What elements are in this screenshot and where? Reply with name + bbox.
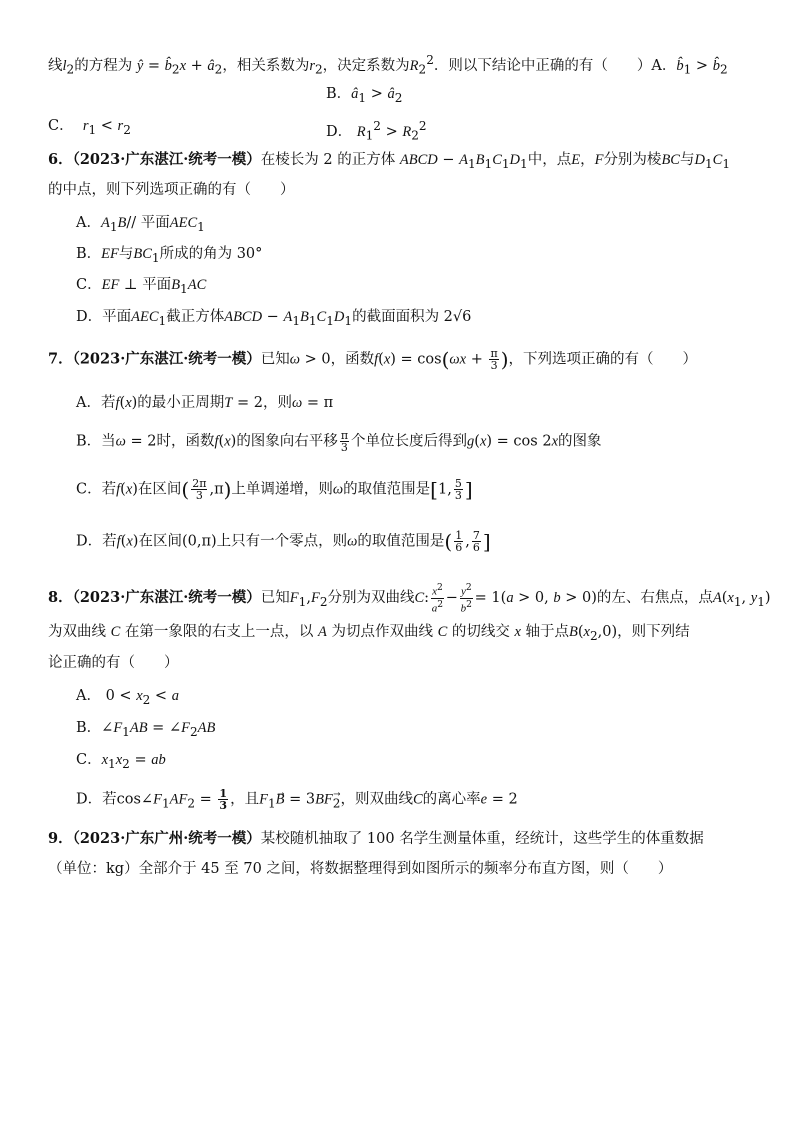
q7-option-a[interactable]: A．若f(x)的最小正周期T = 2，则ω = π — [76, 395, 334, 411]
q9-stem-line2: （单位：kg）全部介于 45 至 70 之间，将数据整理得到如图所示的频率分布直方图，则（ ） — [48, 861, 673, 877]
q6-stem: 6．（2023·广东湛江·统考一模）在棱长为 2 的正方体 ABCD − $A_1B_1C_1D_1$中，点E，F分别为棱BC与$D_1C_1$ — [48, 151, 730, 171]
q5-option-b[interactable]: B．$â_1$ > $â_2$ — [326, 86, 403, 105]
q8-stem-line3: 论正确的有（ ） — [48, 655, 179, 671]
q8-option-d[interactable]: D．若$\cos\angle F_1AF_2$ = $\frac{1}{3}$ ，且$F_1B⃗ = 3BF_2$，则双曲线C的离心率e = 2 — [76, 787, 518, 812]
q8-stem: 8．（2023·广东湛江·统考一模）已知$F_1,F_2$分别为双曲线C: $\frac{x^2}{a^2}$ − $\frac{y^2}{b^2}$ = 1(a > 0, b > 0)的左、右焦点，点$A(x_1$, $y_1$) — [48, 582, 771, 615]
q7-option-c[interactable]: C．若f(x)在区间( $\frac{2\pi}{3}$ ,π)上单调递增，则ω的取值范围是[1, $\frac{5}{3}$ ] — [76, 477, 473, 502]
q7-option-d[interactable]: D．若f(x)在区间(0,π)上只有一个零点，则ω的取值范围是( $\frac{1}{6}$ , $\frac{7}{6}$ ] — [76, 529, 491, 554]
q5-option-d[interactable]: D． $R_1^2 > R_2^2$ — [326, 119, 427, 143]
q8-option-a[interactable]: A． $0 < x_2 < a$ — [76, 688, 179, 707]
q5-stem-line: 线$l_2$的方程为 ŷ = $b̂_2x$ + $â_2$，相关系数为$r_2$，决定系数为$R_2^2$．则以下结论中正确的有（ ）A．$b̂_1$ > $b̂_2$ — [48, 53, 728, 77]
q5-option-c[interactable]: C． $r_1 < r_2$ — [48, 118, 131, 137]
q6-option-c[interactable]: C．EF ⊥ 平面$B_1AC$ — [76, 277, 207, 296]
q6-option-d[interactable]: D．平面$AEC_1$截正方体ABCD − $A_1B_1C_1D_1$的截面面积为 2√6 — [76, 309, 472, 328]
q6-stem-line2: 的中点，则下列选项正确的有（ ） — [48, 182, 295, 198]
q6-option-a[interactable]: A．$A_1B//$ 平面$AEC_1$ — [76, 215, 205, 234]
q7-option-b[interactable]: B．当ω = 2时，函数f(x)的图象向右平移 $\frac{\pi}{3}$ 个单位长度后得到g(x) = cos 2x的图象 — [76, 429, 602, 454]
q6-option-b[interactable]: B．EF与$BC_1$所成的角为 30° — [76, 246, 263, 265]
q8-option-c[interactable]: C．$x_1x_2$ = ab — [76, 752, 166, 771]
q7-stem: 7．（2023·广东湛江·统考一模）已知ω > 0，函数f(x) = cos(ωx + $\frac{\pi}{3}$ )，下列选项正确的有（ ） — [48, 347, 698, 372]
q8-stem-line2: 为双曲线 C 在第一象限的右支上一点，以 A 为切点作双曲线 C 的切线交 x 轴于点$B(x_2,0)$，则下列结 — [48, 624, 690, 643]
q8-option-b[interactable]: B．$\angle F_1AB$ = $\angle F_2AB$ — [76, 720, 216, 739]
q9-stem: 9．（2023·广东广州·统考一模）某校随机抽取了 100 名学生测量体重，经统计，这些学生的体重数据 — [48, 830, 704, 847]
